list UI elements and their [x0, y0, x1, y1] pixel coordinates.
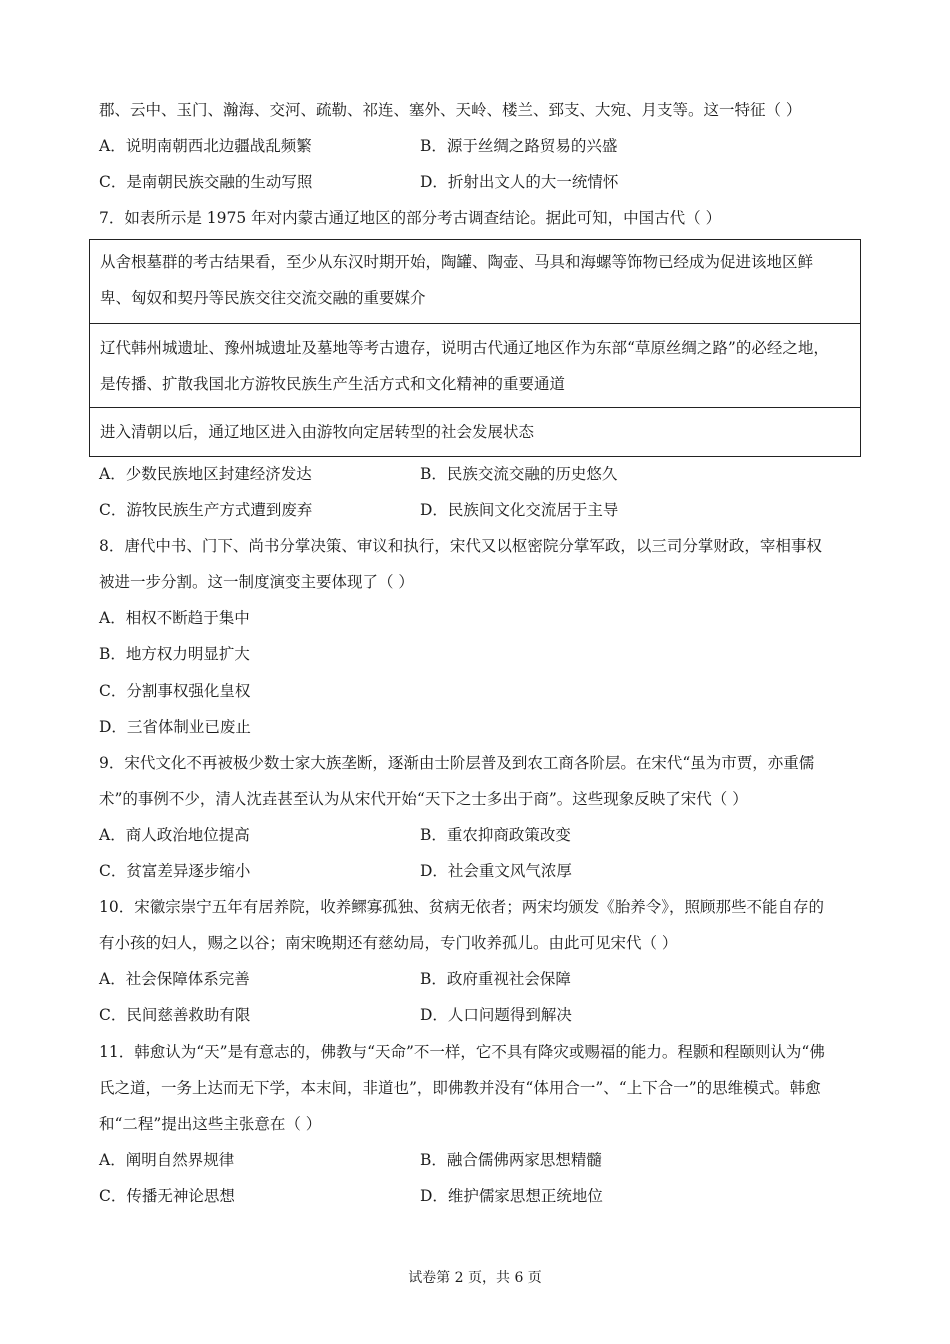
q10-option-b: B．政府重视社会保障: [420, 970, 571, 988]
q9-option-b: B．重农抑商政策改变: [420, 826, 571, 844]
q11-option-d: D．维护儒家思想正统地位: [420, 1187, 603, 1205]
q8-option-a: A．相权不断趋于集中: [99, 609, 250, 627]
q10-option-c: C．民间慈善救助有限: [99, 1006, 251, 1024]
q10-stem-line1: 10．宋徽宗崇宁五年有居养院，收养鳏寡孤独、贫病无依者；两宋均颁发《胎养令》，照顾那些不能自存的: [99, 898, 824, 916]
q7-table: [89, 239, 861, 457]
q9-option-c: C．贫富差异逐步缩小: [99, 862, 251, 880]
q11-stem-line3: 和“二程”提出这些主张意在（ ）: [99, 1115, 322, 1133]
table-cell-line: 从舍根墓群的考古结果看，至少从东汉时期开始，陶罐、陶壶、马具和海螺等饰物已经成为促进该地区鲜: [100, 253, 814, 271]
q11-stem-line1: 11．韩愈认为“天”是有意志的，佛教与“天命”不一样，它不具有降灾或赐福的能力。程颢和程颐则认为“佛: [99, 1043, 825, 1061]
q7-option-b: B．民族交流交融的历史悠久: [420, 465, 618, 483]
table-cell-line: 卑、匈奴和契丹等民族交往交流交融的重要媒介: [100, 289, 426, 307]
q7-option-c: C．游牧民族生产方式遭到废弃: [99, 501, 313, 519]
q10-option-a: A．社会保障体系完善: [99, 970, 250, 988]
q11-option-b: B．融合儒佛两家思想精髓: [420, 1151, 602, 1169]
table-row: [90, 240, 860, 324]
table-cell-line: 是传播、扩散我国北方游牧民族生产生活方式和文化精神的重要通道: [100, 375, 566, 393]
q6-option-c: C．是南朝民族交融的生动写照: [99, 173, 313, 191]
q6-stem-tail: 郡、云中、玉门、瀚海、交河、疏勒、祁连、塞外、天岭、楼兰、郅支、大宛、月支等。这一特征（ ）: [99, 101, 802, 119]
q8-option-c: C．分割事权强化皇权: [99, 682, 251, 700]
q10-option-d: D．人口问题得到解决: [420, 1006, 572, 1024]
q9-stem-line2: 术”的事例不少，清人沈垚甚至认为从宋代开始“天下之士多出于商”。这些现象反映了宋代（ ）: [99, 790, 748, 808]
q7-option-a: A．少数民族地区封建经济发达: [99, 465, 312, 483]
q8-stem-line1: 8．唐代中书、门下、尚书分掌决策、审议和执行，宋代又以枢密院分掌军政，以三司分掌财政，宰相事权: [99, 537, 822, 555]
table-cell-line: 辽代韩州城遗址、豫州城遗址及墓地等考古遗存，说明古代通辽地区作为东部“草原丝绸之路”的必经之地，: [100, 339, 829, 357]
q11-option-c: C．传播无神论思想: [99, 1187, 235, 1205]
table-row: [90, 408, 860, 456]
q9-stem-line1: 9．宋代文化不再被极少数士家大族垄断，逐渐由士阶层普及到农工商各阶层。在宋代“虽为市贾，亦重儒: [99, 754, 815, 772]
q7-stem: 7．如表所示是 1975 年对内蒙古通辽地区的部分考古调查结论。据此可知，中国古代（ ）: [99, 209, 722, 227]
q6-option-a: A．说明南朝西北边疆战乱频繁: [99, 137, 312, 155]
q11-option-a: A．阐明自然界规律: [99, 1151, 235, 1169]
page-footer: 试卷第 2 页，共 6 页: [408, 1270, 542, 1286]
q11-stem-line2: 氏之道，一务上达而无下学，本末间，非道也”，即佛教并没有“体用合一”、“上下合一”的思维模式。韩愈: [99, 1079, 821, 1097]
table-row: [90, 324, 860, 408]
q8-option-b: B．地方权力明显扩大: [99, 645, 250, 663]
q8-option-d: D．三省体制业已废止: [99, 718, 251, 736]
q7-option-d: D．民族间文化交流居于主导: [420, 501, 619, 519]
q9-option-a: A．商人政治地位提高: [99, 826, 250, 844]
q10-stem-line2: 有小孩的妇人，赐之以谷；南宋晚期还有慈幼局，专门收养孤儿。由此可见宋代（ ）: [99, 934, 678, 952]
q9-option-d: D．社会重文风气浓厚: [420, 862, 572, 880]
table-cell-line: 进入清朝以后，通辽地区进入由游牧向定居转型的社会发展状态: [100, 423, 535, 441]
q6-option-b: B．源于丝绸之路贸易的兴盛: [420, 137, 618, 155]
q8-stem-line2: 被进一步分割。这一制度演变主要体现了（ ）: [99, 573, 414, 591]
q6-option-d: D．折射出文人的大一统情怀: [420, 173, 619, 191]
